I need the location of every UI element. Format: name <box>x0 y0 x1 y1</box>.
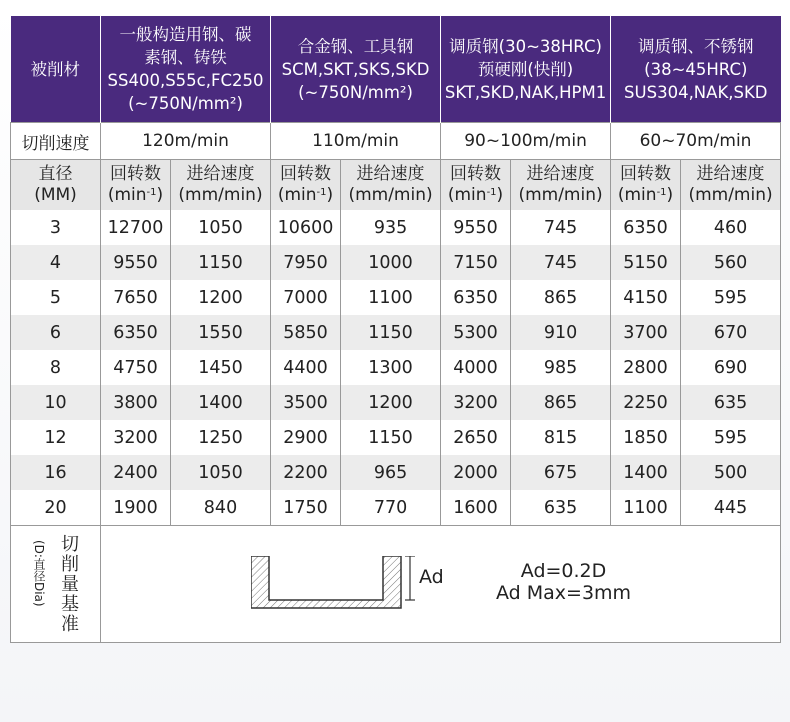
feed-cell: 935 <box>341 210 441 245</box>
rpm-cell: 1600 <box>441 490 511 526</box>
rpm-cell: 6350 <box>101 315 171 350</box>
data-rows <box>11 210 781 526</box>
feed-cell: 1150 <box>341 315 441 350</box>
material-group-3: 调质钢(30~38HRC) 预硬刚(快削) SKT,SKD,NAK,HPM1 <box>441 16 611 123</box>
feed-cell: 1000 <box>341 245 441 280</box>
feed-cell: 635 <box>681 385 781 420</box>
rpm-unit: (min <box>617 185 657 205</box>
rpm-cell: 7950 <box>271 245 341 280</box>
material-header: 被削材 <box>11 16 101 123</box>
cutting-speed-value: 110m/min <box>271 123 441 160</box>
feed-cell: 1050 <box>171 210 271 245</box>
rpm-cell: 1400 <box>611 455 681 490</box>
rpm-unit-close: ) <box>666 185 674 205</box>
header-row <box>11 16 781 123</box>
feed-cell: 675 <box>511 455 611 490</box>
table-row <box>11 350 781 385</box>
feed-header: 进给速度 (mm/min) <box>511 160 611 211</box>
rpm-cell: 3200 <box>441 385 511 420</box>
ad-formula <box>496 560 631 604</box>
rpm-cell: 2000 <box>441 455 511 490</box>
feed-cell: 635 <box>511 490 611 526</box>
rpm-cell: 2250 <box>611 385 681 420</box>
sub-header-row <box>11 160 781 211</box>
rpm-unit-sup: -1 <box>656 187 667 198</box>
material-group-4: 调质钢、不锈钢 (38~45HRC) SUS304,NAK,SKD <box>611 16 781 123</box>
material-group-1: 一般构造用钢、碳 素钢、铸铁 SS400,S55c,FC250 (~750N/mm²) <box>101 16 271 123</box>
diameter-cell: 8 <box>11 350 101 385</box>
rpm-header-label: 回转数 <box>280 164 332 184</box>
feed-cell: 460 <box>681 210 781 245</box>
ad-label: Ad <box>419 566 444 588</box>
criteria-label: 切削量基准 <box>58 534 79 634</box>
diameter-cell: 20 <box>11 490 101 526</box>
rpm-cell: 9550 <box>441 210 511 245</box>
rpm-cell: 12700 <box>101 210 171 245</box>
table-row <box>11 455 781 490</box>
rpm-cell: 1850 <box>611 420 681 455</box>
rpm-cell: 3700 <box>611 315 681 350</box>
criteria-diagram-cell <box>101 526 781 643</box>
diameter-cell: 6 <box>11 315 101 350</box>
cut-depth-diagram <box>251 556 421 616</box>
rpm-header-label: 回转数 <box>450 164 502 184</box>
feed-cell: 1150 <box>341 420 441 455</box>
cutting-speed-row <box>11 123 781 160</box>
feed-cell: 1100 <box>341 280 441 315</box>
rpm-cell: 4150 <box>611 280 681 315</box>
ad-formula-line1: Ad=0.2D <box>520 560 607 582</box>
rpm-unit-sup: -1 <box>486 187 497 198</box>
rpm-cell: 5850 <box>271 315 341 350</box>
feed-cell: 1150 <box>171 245 271 280</box>
rpm-cell: 4750 <box>101 350 171 385</box>
rpm-cell: 2650 <box>441 420 511 455</box>
feed-cell: 1400 <box>171 385 271 420</box>
feed-cell: 690 <box>681 350 781 385</box>
rpm-cell: 3500 <box>271 385 341 420</box>
cutting-conditions-table <box>10 16 781 643</box>
feed-cell: 1550 <box>171 315 271 350</box>
cutting-speed-value: 90~100m/min <box>441 123 611 160</box>
ad-formula-line2: Ad Max=3mm <box>496 582 632 604</box>
feed-cell: 1200 <box>171 280 271 315</box>
diameter-cell: 12 <box>11 420 101 455</box>
feed-cell: 595 <box>681 280 781 315</box>
rpm-header-label: 回转数 <box>620 164 672 184</box>
feed-cell: 1200 <box>341 385 441 420</box>
cutting-speed-label: 切削速度 <box>11 123 101 160</box>
rpm-header <box>271 160 341 211</box>
rpm-header <box>101 160 171 211</box>
feed-cell: 1450 <box>171 350 271 385</box>
feed-cell: 745 <box>511 210 611 245</box>
rpm-cell: 10600 <box>271 210 341 245</box>
cutting-conditions-table-wrap <box>10 16 780 643</box>
rpm-header-label: 回转数 <box>110 164 161 184</box>
feed-cell: 965 <box>341 455 441 490</box>
feed-cell: 745 <box>511 245 611 280</box>
rpm-cell: 6350 <box>441 280 511 315</box>
cutting-speed-value: 120m/min <box>101 123 271 160</box>
feed-header: 进给速度 (mm/min) <box>681 160 781 211</box>
rpm-unit: (min <box>277 185 317 205</box>
rpm-cell: 5300 <box>441 315 511 350</box>
feed-cell: 500 <box>681 455 781 490</box>
diameter-cell: 3 <box>11 210 101 245</box>
rpm-cell: 7150 <box>441 245 511 280</box>
rpm-cell: 2400 <box>101 455 171 490</box>
feed-cell: 595 <box>681 420 781 455</box>
rpm-header <box>441 160 511 211</box>
criteria-sublabel: (D:直径Dia) <box>32 540 46 607</box>
feed-cell: 865 <box>511 280 611 315</box>
feed-cell: 770 <box>341 490 441 526</box>
rpm-cell: 2200 <box>271 455 341 490</box>
criteria-row <box>11 526 781 643</box>
feed-cell: 445 <box>681 490 781 526</box>
rpm-unit: (min <box>447 185 487 205</box>
rpm-cell: 3800 <box>101 385 171 420</box>
feed-header: 进给速度 (mm/min) <box>341 160 441 211</box>
feed-cell: 910 <box>511 315 611 350</box>
rpm-cell: 4400 <box>271 350 341 385</box>
rpm-cell: 5150 <box>611 245 681 280</box>
rpm-unit-close: ) <box>326 185 334 205</box>
table-row <box>11 280 781 315</box>
diameter-cell: 16 <box>11 455 101 490</box>
feed-cell: 840 <box>171 490 271 526</box>
rpm-cell: 1750 <box>271 490 341 526</box>
table-row <box>11 245 781 280</box>
rpm-unit-sup: -1 <box>316 187 327 198</box>
feed-cell: 560 <box>681 245 781 280</box>
table-row <box>11 420 781 455</box>
rpm-unit-close: ) <box>496 185 504 205</box>
feed-cell: 1050 <box>171 455 271 490</box>
criteria-label-cell <box>11 526 101 643</box>
rpm-cell: 2800 <box>611 350 681 385</box>
rpm-cell: 1900 <box>101 490 171 526</box>
feed-cell: 985 <box>511 350 611 385</box>
material-group-2: 合金钢、工具钢 SCM,SKT,SKS,SKD (~750N/mm²) <box>271 16 441 123</box>
rpm-cell: 2900 <box>271 420 341 455</box>
feed-header: 进给速度 (mm/min) <box>171 160 271 211</box>
rpm-unit-close: ) <box>156 185 164 205</box>
diameter-cell: 5 <box>11 280 101 315</box>
diameter-cell: 4 <box>11 245 101 280</box>
feed-cell: 865 <box>511 385 611 420</box>
feed-cell: 1250 <box>171 420 271 455</box>
table-row <box>11 385 781 420</box>
feed-cell: 815 <box>511 420 611 455</box>
rpm-cell: 6350 <box>611 210 681 245</box>
rpm-unit: (min <box>107 185 147 205</box>
rpm-cell: 1100 <box>611 490 681 526</box>
rpm-cell: 9550 <box>101 245 171 280</box>
rpm-cell: 7650 <box>101 280 171 315</box>
diameter-header: 直径 (MM) <box>11 160 101 211</box>
rpm-cell: 7000 <box>271 280 341 315</box>
diameter-cell: 10 <box>11 385 101 420</box>
table-row <box>11 315 781 350</box>
cutting-speed-value: 60~70m/min <box>611 123 781 160</box>
table-row <box>11 490 781 526</box>
table-row <box>11 210 781 245</box>
rpm-cell: 4000 <box>441 350 511 385</box>
rpm-header <box>611 160 681 211</box>
rpm-cell: 3200 <box>101 420 171 455</box>
rpm-unit-sup: -1 <box>146 187 157 198</box>
feed-cell: 1300 <box>341 350 441 385</box>
feed-cell: 670 <box>681 315 781 350</box>
